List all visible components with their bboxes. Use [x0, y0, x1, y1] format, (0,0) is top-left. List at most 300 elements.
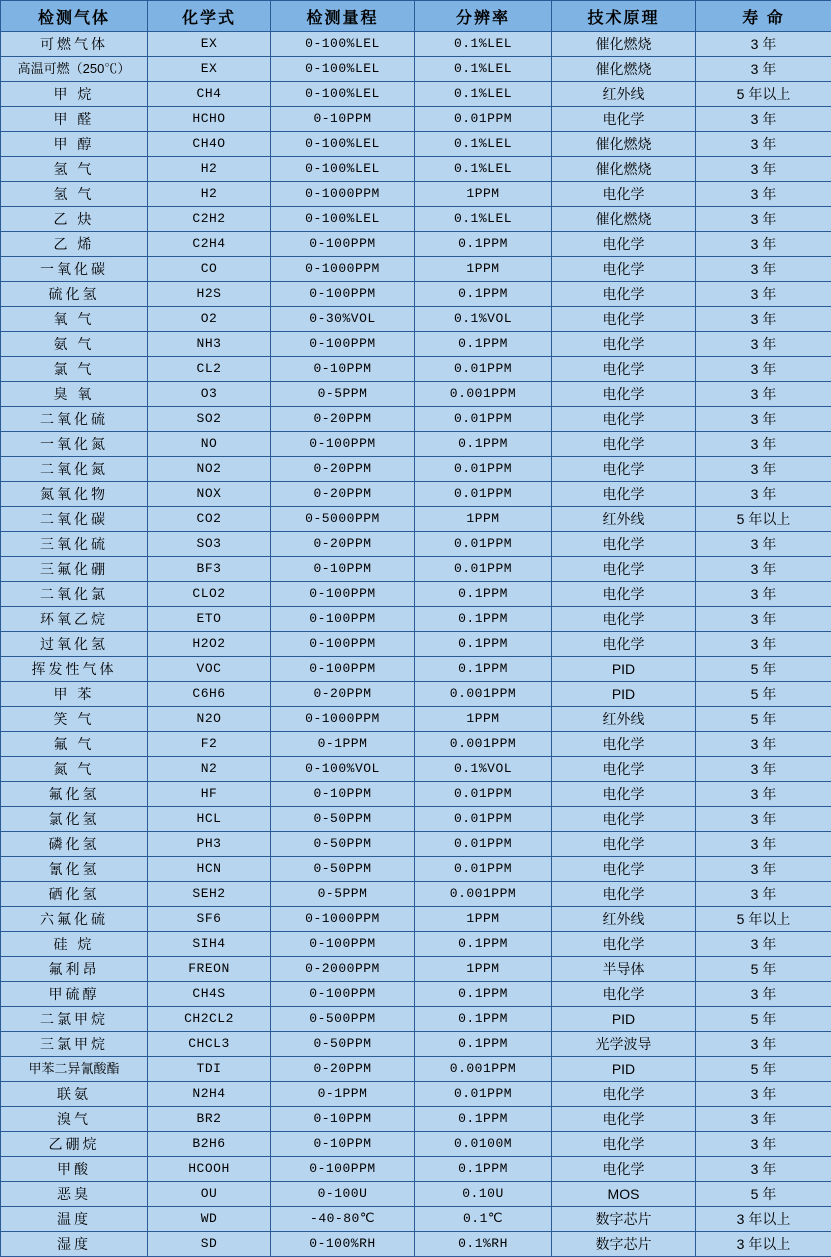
cell-lifetime: 5 年以上: [696, 907, 831, 932]
cell-principle: 电化学: [552, 732, 696, 757]
cell-formula: SO3: [148, 532, 271, 557]
table-row: [1, 1157, 831, 1182]
cell-formula: CO: [148, 257, 271, 282]
cell-range: 0-5PPM: [271, 882, 415, 907]
cell-formula: NO: [148, 432, 271, 457]
cell-principle: 电化学: [552, 857, 696, 882]
cell-principle: 电化学: [552, 257, 696, 282]
cell-lifetime: 3 年: [696, 982, 831, 1007]
cell-range: 0-100%LEL: [271, 132, 415, 157]
cell-gas-name: 联氨: [1, 1082, 148, 1107]
cell-resolution: 0.001PPM: [415, 382, 552, 407]
table-row: [1, 557, 831, 582]
cell-formula: C2H4: [148, 232, 271, 257]
cell-gas-name: 臭 氧: [1, 382, 148, 407]
table-row: [1, 382, 831, 407]
cell-lifetime: 3 年: [696, 1132, 831, 1157]
cell-resolution: 1PPM: [415, 507, 552, 532]
table-row: [1, 1207, 831, 1232]
cell-formula: N2H4: [148, 1082, 271, 1107]
cell-principle: 电化学: [552, 832, 696, 857]
cell-lifetime: 3 年: [696, 1107, 831, 1132]
cell-gas-name: 氢 气: [1, 182, 148, 207]
cell-formula: H2: [148, 182, 271, 207]
cell-formula: FREON: [148, 957, 271, 982]
cell-lifetime: 5 年: [696, 957, 831, 982]
cell-resolution: 0.001PPM: [415, 682, 552, 707]
table-row: [1, 207, 831, 232]
header-range: 检测量程: [271, 1, 415, 32]
cell-formula: OU: [148, 1182, 271, 1207]
cell-formula: C2H2: [148, 207, 271, 232]
cell-range: -40-80℃: [271, 1207, 415, 1232]
cell-lifetime: 5 年: [696, 682, 831, 707]
cell-lifetime: 3 年: [696, 782, 831, 807]
cell-principle: 电化学: [552, 232, 696, 257]
cell-range: 0-10PPM: [271, 357, 415, 382]
cell-gas-name: 笑 气: [1, 707, 148, 732]
cell-principle: 数字芯片: [552, 1232, 696, 1257]
cell-range: 0-5PPM: [271, 382, 415, 407]
cell-resolution: 0.01PPM: [415, 482, 552, 507]
cell-gas-name: 二氧化氯: [1, 582, 148, 607]
cell-range: 0-50PPM: [271, 807, 415, 832]
cell-gas-name: 氯化氢: [1, 807, 148, 832]
table-row: [1, 782, 831, 807]
cell-resolution: 0.10U: [415, 1182, 552, 1207]
cell-formula: NH3: [148, 332, 271, 357]
cell-gas-name: 湿度: [1, 1232, 148, 1257]
cell-lifetime: 3 年: [696, 207, 831, 232]
cell-principle: 电化学: [552, 307, 696, 332]
table-row: [1, 132, 831, 157]
cell-formula: CH4O: [148, 132, 271, 157]
cell-formula: CH4S: [148, 982, 271, 1007]
cell-gas-name: 二氧化硫: [1, 407, 148, 432]
cell-gas-name: 氧 气: [1, 307, 148, 332]
cell-resolution: 1PPM: [415, 257, 552, 282]
cell-resolution: 0.1PPM: [415, 982, 552, 1007]
table-row: [1, 982, 831, 1007]
cell-range: 0-100PPM: [271, 582, 415, 607]
cell-resolution: 0.01PPM: [415, 832, 552, 857]
cell-resolution: 1PPM: [415, 907, 552, 932]
cell-range: 0-10PPM: [271, 1107, 415, 1132]
cell-gas-name: 硒化氢: [1, 882, 148, 907]
cell-formula: F2: [148, 732, 271, 757]
cell-principle: 电化学: [552, 107, 696, 132]
cell-principle: 电化学: [552, 182, 696, 207]
cell-resolution: 0.1%LEL: [415, 157, 552, 182]
cell-range: 0-100PPM: [271, 607, 415, 632]
table-row: [1, 1082, 831, 1107]
cell-gas-name: 甲 烷: [1, 82, 148, 107]
cell-formula: ETO: [148, 607, 271, 632]
cell-range: 0-100%LEL: [271, 57, 415, 82]
cell-formula: H2S: [148, 282, 271, 307]
table-row: [1, 1232, 831, 1257]
cell-principle: 电化学: [552, 1082, 696, 1107]
cell-gas-name: 三氯甲烷: [1, 1032, 148, 1057]
table-row: [1, 1107, 831, 1132]
cell-formula: SIH4: [148, 932, 271, 957]
cell-range: 0-10PPM: [271, 782, 415, 807]
cell-principle: 红外线: [552, 82, 696, 107]
cell-lifetime: 3 年: [696, 532, 831, 557]
cell-lifetime: 3 年: [696, 732, 831, 757]
table-row: [1, 482, 831, 507]
cell-range: 0-1000PPM: [271, 907, 415, 932]
cell-formula: CL2: [148, 357, 271, 382]
cell-principle: 电化学: [552, 1132, 696, 1157]
cell-lifetime: 3 年: [696, 482, 831, 507]
cell-gas-name: 氢 气: [1, 157, 148, 182]
cell-gas-name: 氟利昂: [1, 957, 148, 982]
cell-formula: O2: [148, 307, 271, 332]
cell-lifetime: 3 年: [696, 1082, 831, 1107]
cell-lifetime: 5 年: [696, 1057, 831, 1082]
cell-resolution: 0.01PPM: [415, 782, 552, 807]
cell-gas-name: 温度: [1, 1207, 148, 1232]
cell-lifetime: 3 年以上: [696, 1207, 831, 1232]
cell-formula: C6H6: [148, 682, 271, 707]
cell-resolution: 1PPM: [415, 957, 552, 982]
cell-lifetime: 3 年: [696, 932, 831, 957]
cell-range: 0-20PPM: [271, 682, 415, 707]
cell-resolution: 0.1%RH: [415, 1232, 552, 1257]
cell-range: 0-100%LEL: [271, 207, 415, 232]
cell-resolution: 1PPM: [415, 707, 552, 732]
cell-formula: VOC: [148, 657, 271, 682]
cell-resolution: 0.1%LEL: [415, 132, 552, 157]
cell-principle: 电化学: [552, 357, 696, 382]
cell-principle: 电化学: [552, 807, 696, 832]
cell-range: 0-100PPM: [271, 1157, 415, 1182]
cell-resolution: 0.1PPM: [415, 1007, 552, 1032]
table-row: [1, 1007, 831, 1032]
cell-lifetime: 3 年: [696, 307, 831, 332]
cell-resolution: 0.1PPM: [415, 657, 552, 682]
cell-resolution: 0.1PPM: [415, 932, 552, 957]
cell-principle: 电化学: [552, 382, 696, 407]
cell-resolution: 0.1PPM: [415, 432, 552, 457]
cell-principle: 红外线: [552, 507, 696, 532]
cell-lifetime: 5 年: [696, 1182, 831, 1207]
header-gas-name: 检测气体: [1, 1, 148, 32]
cell-gas-name: 高温可燃（250℃）: [1, 57, 148, 82]
table-row: [1, 407, 831, 432]
cell-range: 0-100PPM: [271, 632, 415, 657]
cell-lifetime: 5 年以上: [696, 507, 831, 532]
cell-lifetime: 3 年: [696, 382, 831, 407]
header-formula: 化学式: [148, 1, 271, 32]
table-row: [1, 607, 831, 632]
cell-range: 0-500PPM: [271, 1007, 415, 1032]
cell-range: 0-100PPM: [271, 282, 415, 307]
cell-lifetime: 5 年: [696, 707, 831, 732]
cell-gas-name: 挥发性气体: [1, 657, 148, 682]
cell-formula: PH3: [148, 832, 271, 857]
cell-gas-name: 氟化氢: [1, 782, 148, 807]
cell-gas-name: 二氧化碳: [1, 507, 148, 532]
cell-principle: 半导体: [552, 957, 696, 982]
cell-range: 0-20PPM: [271, 407, 415, 432]
cell-principle: 光学波导: [552, 1032, 696, 1057]
cell-gas-name: 一氧化碳: [1, 257, 148, 282]
cell-lifetime: 3 年: [696, 157, 831, 182]
cell-range: 0-100%LEL: [271, 82, 415, 107]
cell-lifetime: 3 年: [696, 132, 831, 157]
cell-lifetime: 3 年: [696, 557, 831, 582]
table-row: [1, 257, 831, 282]
table-row: [1, 357, 831, 382]
cell-principle: 数字芯片: [552, 1207, 696, 1232]
table-row: [1, 432, 831, 457]
cell-formula: N2O: [148, 707, 271, 732]
cell-formula: SEH2: [148, 882, 271, 907]
cell-resolution: 0.1PPM: [415, 1157, 552, 1182]
cell-formula: CH4: [148, 82, 271, 107]
cell-range: 0-30%VOL: [271, 307, 415, 332]
cell-principle: 电化学: [552, 482, 696, 507]
cell-range: 0-1000PPM: [271, 257, 415, 282]
cell-principle: 红外线: [552, 907, 696, 932]
cell-principle: 催化燃烧: [552, 132, 696, 157]
cell-gas-name: 三氟化硼: [1, 557, 148, 582]
cell-gas-name: 氮氧化物: [1, 482, 148, 507]
cell-lifetime: 3 年: [696, 882, 831, 907]
cell-gas-name: 可燃气体: [1, 32, 148, 57]
cell-resolution: 0.1%LEL: [415, 207, 552, 232]
cell-formula: CO2: [148, 507, 271, 532]
cell-lifetime: 3 年: [696, 632, 831, 657]
cell-gas-name: 甲 醇: [1, 132, 148, 157]
cell-formula: BR2: [148, 1107, 271, 1132]
cell-lifetime: 3 年: [696, 807, 831, 832]
cell-range: 0-1PPM: [271, 732, 415, 757]
cell-range: 0-50PPM: [271, 1032, 415, 1057]
table-row: [1, 682, 831, 707]
cell-resolution: 0.01PPM: [415, 532, 552, 557]
cell-formula: O3: [148, 382, 271, 407]
cell-range: 0-1PPM: [271, 1082, 415, 1107]
cell-lifetime: 3 年: [696, 582, 831, 607]
cell-formula: TDI: [148, 1057, 271, 1082]
cell-gas-name: 甲 苯: [1, 682, 148, 707]
table-row: [1, 582, 831, 607]
table-row: [1, 32, 831, 57]
cell-range: 0-20PPM: [271, 457, 415, 482]
cell-lifetime: 3 年: [696, 182, 831, 207]
cell-range: 0-2000PPM: [271, 957, 415, 982]
cell-formula: H2: [148, 157, 271, 182]
table-row: [1, 707, 831, 732]
table-row: [1, 957, 831, 982]
cell-formula: B2H6: [148, 1132, 271, 1157]
cell-gas-name: 恶臭: [1, 1182, 148, 1207]
cell-range: 0-100%RH: [271, 1232, 415, 1257]
table-row: [1, 57, 831, 82]
cell-resolution: 0.1℃: [415, 1207, 552, 1232]
table-row: [1, 232, 831, 257]
cell-formula: HF: [148, 782, 271, 807]
cell-formula: SO2: [148, 407, 271, 432]
cell-gas-name: 甲硫醇: [1, 982, 148, 1007]
cell-lifetime: 3 年: [696, 832, 831, 857]
cell-formula: CH2CL2: [148, 1007, 271, 1032]
cell-lifetime: 3 年以上: [696, 1232, 831, 1257]
table-row: [1, 1182, 831, 1207]
cell-range: 0-100PPM: [271, 432, 415, 457]
table-row: [1, 907, 831, 932]
table-row: [1, 832, 831, 857]
cell-principle: 电化学: [552, 982, 696, 1007]
table-row: [1, 507, 831, 532]
cell-principle: 电化学: [552, 457, 696, 482]
cell-formula: HCN: [148, 857, 271, 882]
cell-resolution: 0.1PPM: [415, 282, 552, 307]
cell-range: 0-50PPM: [271, 857, 415, 882]
table-row: [1, 82, 831, 107]
table-row: [1, 657, 831, 682]
table-row: [1, 882, 831, 907]
cell-resolution: 0.01PPM: [415, 1082, 552, 1107]
header-row: [1, 1, 831, 32]
cell-formula: HCL: [148, 807, 271, 832]
cell-gas-name: 溴气: [1, 1107, 148, 1132]
cell-lifetime: 3 年: [696, 57, 831, 82]
cell-resolution: 0.1%LEL: [415, 82, 552, 107]
table-row: [1, 932, 831, 957]
cell-range: 0-5000PPM: [271, 507, 415, 532]
cell-resolution: 0.1PPM: [415, 582, 552, 607]
cell-lifetime: 5 年: [696, 1007, 831, 1032]
cell-resolution: 0.01PPM: [415, 107, 552, 132]
cell-principle: 催化燃烧: [552, 57, 696, 82]
table-row: [1, 757, 831, 782]
cell-range: 0-100PPM: [271, 332, 415, 357]
cell-resolution: 0.01PPM: [415, 457, 552, 482]
header-principle: 技术原理: [552, 1, 696, 32]
cell-formula: HCOOH: [148, 1157, 271, 1182]
cell-resolution: 0.1PPM: [415, 1107, 552, 1132]
cell-principle: 电化学: [552, 582, 696, 607]
table-row: [1, 632, 831, 657]
cell-lifetime: 3 年: [696, 232, 831, 257]
cell-resolution: 0.1PPM: [415, 232, 552, 257]
table-row: [1, 857, 831, 882]
cell-resolution: 0.1PPM: [415, 607, 552, 632]
cell-principle: 红外线: [552, 707, 696, 732]
table-row: [1, 1057, 831, 1082]
cell-range: 0-20PPM: [271, 532, 415, 557]
cell-range: 0-100PPM: [271, 232, 415, 257]
cell-resolution: 0.001PPM: [415, 732, 552, 757]
cell-resolution: 0.1%VOL: [415, 307, 552, 332]
cell-lifetime: 3 年: [696, 357, 831, 382]
cell-principle: 催化燃烧: [552, 32, 696, 57]
cell-gas-name: 氰化氢: [1, 857, 148, 882]
cell-lifetime: 3 年: [696, 457, 831, 482]
cell-resolution: 1PPM: [415, 182, 552, 207]
header-lifetime: 寿 命: [696, 1, 831, 32]
cell-formula: SF6: [148, 907, 271, 932]
cell-range: 0-100U: [271, 1182, 415, 1207]
cell-range: 0-20PPM: [271, 1057, 415, 1082]
cell-principle: PID: [552, 682, 696, 707]
cell-range: 0-1000PPM: [271, 182, 415, 207]
cell-principle: 电化学: [552, 282, 696, 307]
cell-formula: NO2: [148, 457, 271, 482]
cell-gas-name: 一氧化氮: [1, 432, 148, 457]
cell-resolution: 0.01PPM: [415, 807, 552, 832]
cell-gas-name: 环氧乙烷: [1, 607, 148, 632]
cell-principle: MOS: [552, 1182, 696, 1207]
cell-range: 0-100%VOL: [271, 757, 415, 782]
cell-resolution: 0.1PPM: [415, 1032, 552, 1057]
cell-gas-name: 乙 烯: [1, 232, 148, 257]
table-row: [1, 332, 831, 357]
cell-range: 0-10PPM: [271, 557, 415, 582]
cell-gas-name: 甲 醛: [1, 107, 148, 132]
cell-gas-name: 过氧化氢: [1, 632, 148, 657]
cell-formula: EX: [148, 57, 271, 82]
cell-gas-name: 甲酸: [1, 1157, 148, 1182]
cell-range: 0-50PPM: [271, 832, 415, 857]
cell-resolution: 0.1%LEL: [415, 32, 552, 57]
cell-principle: 电化学: [552, 332, 696, 357]
cell-lifetime: 3 年: [696, 1157, 831, 1182]
cell-resolution: 0.01PPM: [415, 357, 552, 382]
cell-lifetime: 3 年: [696, 407, 831, 432]
table-row: [1, 182, 831, 207]
cell-lifetime: 5 年: [696, 657, 831, 682]
cell-range: 0-100%LEL: [271, 32, 415, 57]
cell-principle: 电化学: [552, 932, 696, 957]
cell-gas-name: 氨 气: [1, 332, 148, 357]
cell-principle: PID: [552, 657, 696, 682]
cell-lifetime: 3 年: [696, 282, 831, 307]
cell-lifetime: 3 年: [696, 332, 831, 357]
cell-formula: H2O2: [148, 632, 271, 657]
cell-gas-name: 二氧化氮: [1, 457, 148, 482]
cell-lifetime: 3 年: [696, 32, 831, 57]
cell-lifetime: 3 年: [696, 1032, 831, 1057]
cell-principle: 催化燃烧: [552, 157, 696, 182]
cell-resolution: 0.01PPM: [415, 857, 552, 882]
cell-principle: 电化学: [552, 782, 696, 807]
table-row: [1, 1032, 831, 1057]
table-body: [1, 32, 831, 1257]
cell-formula: NOX: [148, 482, 271, 507]
cell-principle: 催化燃烧: [552, 207, 696, 232]
cell-resolution: 0.1%VOL: [415, 757, 552, 782]
cell-range: 0-100PPM: [271, 982, 415, 1007]
cell-principle: 电化学: [552, 882, 696, 907]
cell-formula: EX: [148, 32, 271, 57]
cell-principle: 电化学: [552, 557, 696, 582]
cell-principle: 电化学: [552, 607, 696, 632]
cell-range: 0-100PPM: [271, 657, 415, 682]
cell-lifetime: 3 年: [696, 607, 831, 632]
cell-range: 0-10PPM: [271, 1132, 415, 1157]
cell-formula: N2: [148, 757, 271, 782]
cell-gas-name: 甲苯二异氰酸酯: [1, 1057, 148, 1082]
cell-resolution: 0.01PPM: [415, 407, 552, 432]
cell-principle: 电化学: [552, 632, 696, 657]
cell-principle: 电化学: [552, 407, 696, 432]
cell-lifetime: 5 年以上: [696, 82, 831, 107]
